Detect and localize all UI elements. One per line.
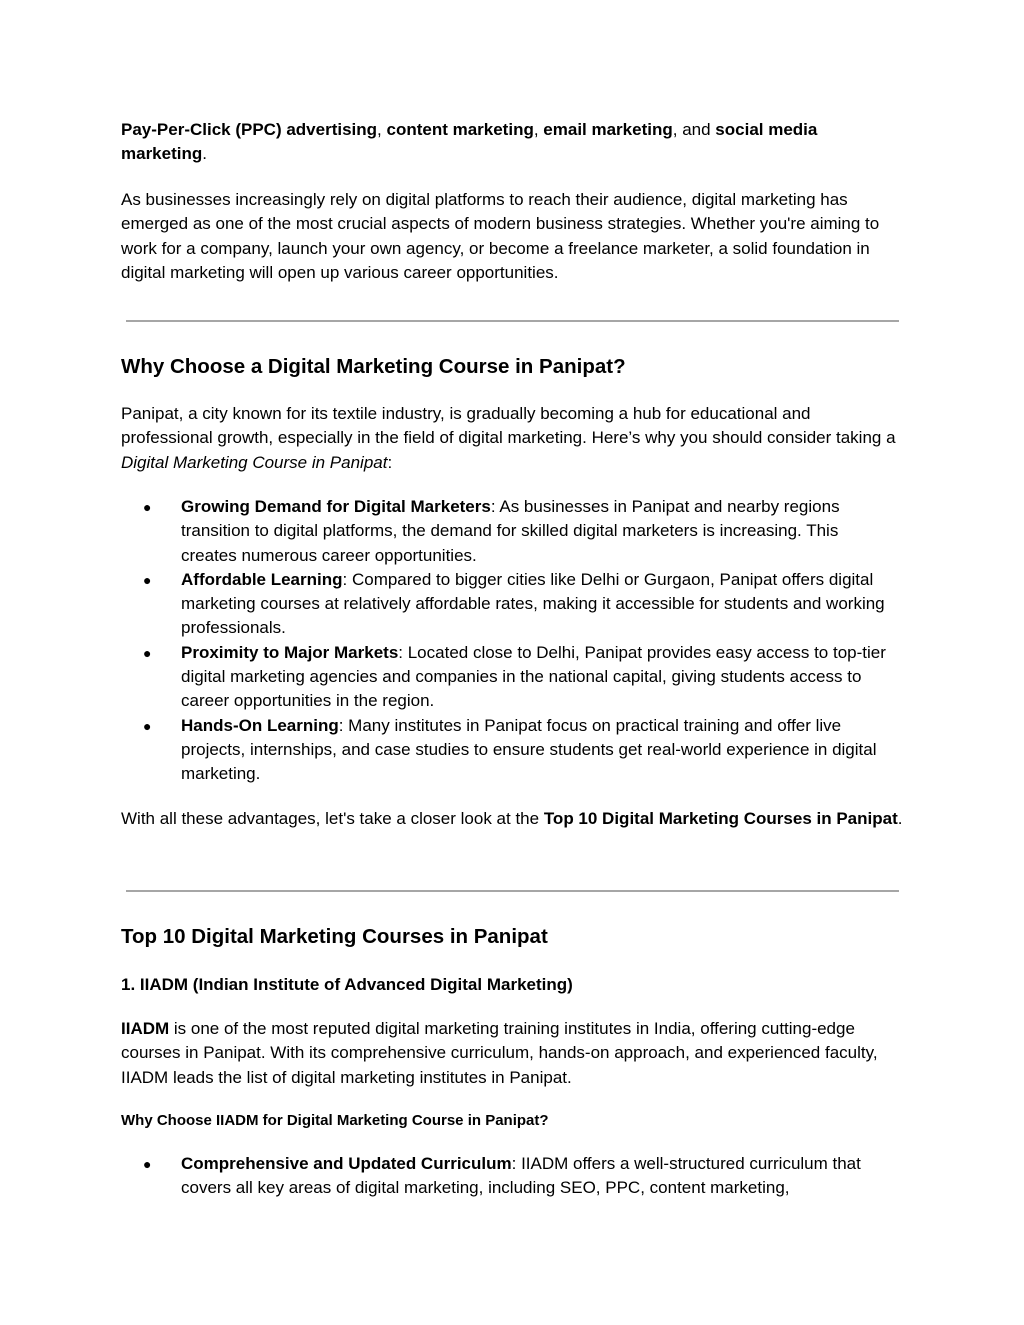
- list-item-title: Proximity to Major Markets: [181, 642, 399, 662]
- list-item-text: : IIADM offers a well-structured curriculum that covers all key areas of digital marketing, including SEO, PPC, content marketing,: [181, 1154, 861, 1198]
- why-choose-heading: Why Choose a Digital Marketing Course in Panipat?: [121, 355, 626, 378]
- list-item: [121, 714, 903, 787]
- list-item: [121, 495, 903, 568]
- list-item-title: Affordable Learning: [181, 569, 343, 589]
- content-marketing-term: content marketing: [386, 120, 534, 139]
- bullet-icon: ●: [143, 499, 152, 515]
- section-divider: [126, 320, 899, 322]
- period: .: [202, 144, 207, 164]
- closing-bold: Top 10 Digital Marketing Courses in Panipat: [543, 809, 898, 828]
- list-item-text: : Many institutes in Panipat focus on practical training and offer live projects, internships, and case studies to ensure students get real-world experience in digital marketing.: [181, 715, 877, 784]
- intro-text: Panipat, a city known for its textile industry, is gradually becoming a hub for educational and professional growth, especially in the field of digital marketing. Here’s why you should consider taking a: [121, 404, 896, 448]
- intro-paragraph: [121, 118, 903, 167]
- advantages-list: [121, 495, 903, 787]
- list-item: [121, 568, 903, 641]
- why-choose-intro: [121, 402, 903, 475]
- course-name-italic: Digital Marketing Course in Panipat: [121, 452, 388, 472]
- businesses-paragraph: As businesses increasingly rely on digital platforms to reach their audience, digital marketing has emerged as one of the most crucial aspects of modern business strategies. Whether you're aiming to work for a company, launch your own agency, or become a freelance marketer, a solid foundation in digital marketing will open up various career opportunities.: [121, 190, 880, 282]
- closing-text: With all these advantages, let's take a closer look at the: [121, 809, 544, 828]
- list-item-text: : Located close to Delhi, Panipat provides easy access to top-tier digital marketing agencies and companies in the national capital, giving students access to career opportunities in the region.: [181, 642, 886, 711]
- list-item: [121, 1152, 903, 1201]
- item1-text: is one of the most reputed digital marketing training institutes in India, offering cutting-edge courses in Panipat. With its comprehensive curriculum, hands-on approach, and experienced faculty, IIADM leads the list of digital marketing institutes in Panipat.: [121, 1019, 878, 1087]
- item1-heading: 1. IIADM (Indian Institute of Advanced Digital Marketing): [121, 975, 573, 994]
- list-item-title: Hands-On Learning: [181, 715, 339, 735]
- closing-paragraph: [121, 807, 903, 831]
- iiadm-subheading: Why Choose IIADM for Digital Marketing Course in Panipat?: [121, 1112, 549, 1129]
- social-media-term: social media marketing: [121, 120, 818, 164]
- ppc-term: Pay-Per-Click (PPC) advertising: [121, 120, 378, 139]
- bullet-icon: ●: [143, 717, 152, 734]
- list-item-text: : Compared to bigger cities like Delhi or Gurgaon, Panipat offers digital marketing courses at relatively affordable rates, making it accessible for students and working professionals.: [181, 569, 885, 638]
- colon: :: [387, 452, 393, 472]
- email-marketing-term: email marketing: [543, 120, 673, 139]
- list-item-title: Comprehensive and Updated Curriculum: [181, 1154, 512, 1173]
- bullet-icon: ●: [143, 1156, 152, 1172]
- separator: ,: [377, 120, 387, 139]
- separator: , and: [672, 120, 716, 139]
- iiadm-bold: IIADM: [121, 1019, 170, 1038]
- section-divider: [126, 890, 899, 892]
- list-item-title: Growing Demand for Digital Marketers: [181, 497, 491, 516]
- list-item: [121, 641, 903, 714]
- iiadm-reasons-list: [121, 1152, 903, 1201]
- bullet-icon: ●: [143, 644, 152, 661]
- period: .: [897, 809, 903, 828]
- top10-heading: Top 10 Digital Marketing Courses in Panipat: [121, 925, 548, 948]
- separator: ,: [533, 120, 544, 139]
- item1-paragraph: [121, 1017, 903, 1090]
- list-item-text: : As businesses in Panipat and nearby regions transition to digital platforms, the demand for skilled digital marketers is increasing. This creates numerous career opportunities.: [181, 497, 840, 565]
- bullet-icon: ●: [143, 571, 152, 588]
